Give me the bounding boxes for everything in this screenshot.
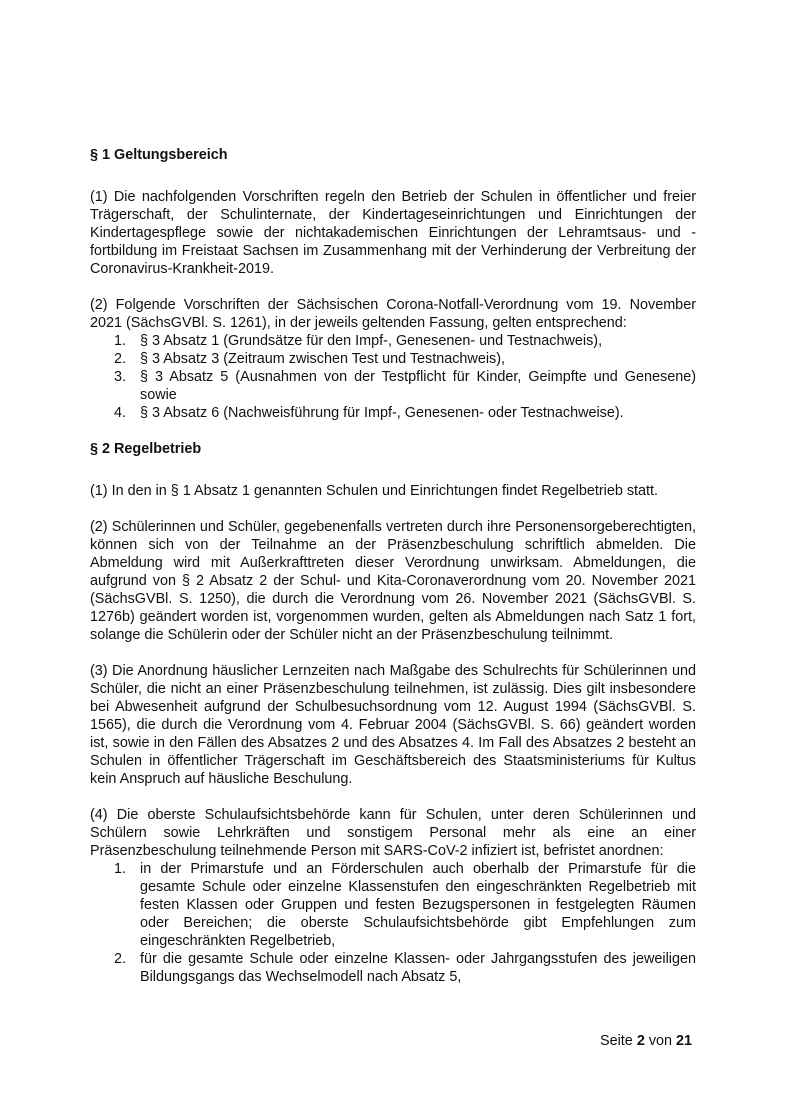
list-item bbox=[90, 368, 696, 404]
list-item-number: 1. bbox=[114, 861, 127, 877]
list-item-text: § 3 Absatz 5 (Ausnahmen von der Testpflicht für Kinder, Geimpfte und Genesene) sowie bbox=[140, 369, 696, 403]
section-2-list bbox=[90, 860, 696, 986]
section-2-heading: § 2 Regelbetrieb bbox=[90, 441, 202, 457]
footer-middle: von bbox=[648, 1033, 673, 1049]
list-item-text: § 3 Absatz 3 (Zeitraum zwischen Test und Testnachweis), bbox=[140, 351, 506, 367]
list-item-text: § 3 Absatz 6 (Nachweisführung für Impf-, Genesenen- oder Testnachweise). bbox=[140, 405, 624, 421]
list-item-text: in der Primarstufe und an Förderschulen auch oberhalb der Primarstufe für die gesamte Schule oder einzelne Klassenstufen den eingeschränkten Regelbetrieb mit festen Klassen oder Gruppen und festen Bezugspersonen in festgelegten Räumen oder Bereichen; die oberste Schulaufsichtsbehörde gibt Empfehlungen zum eingeschränkten Regelbetrieb, bbox=[140, 861, 696, 949]
list-item-text: für die gesamte Schule oder einzelne Klassen- oder Jahrgangsstufen des jeweiligen Bildungsgangs das Wechselmodell nach Absatz 5, bbox=[140, 951, 696, 985]
list-item-number: 2. bbox=[114, 951, 127, 967]
section-2-paragraph-3: (3) Die Anordnung häuslicher Lernzeiten nach Maßgabe des Schulrechts für Schülerinnen und Schüler, die nicht an einer Präsenzbeschulung teilnehmen, ist zulässig. Dies gilt insbesondere bei Abwesenheit aufgrund der Schulbesuchsordnung vom 12. August 1994 (SächsGVBl. S. 1565), die durch die Verordnung vom 4. Februar 2004 (SächsGVBl. S. 66) geändert worden ist, sowie in den Fällen des Absatzes 2 und des Absatzes 4. Im Fall des Absatzes 2 besteht an Schulen in öffentlicher Trägerschaft im Geschäftsbereich des Staatsministeriums für Kultus kein Anspruch auf häusliche Beschulung. bbox=[90, 663, 696, 787]
footer-prefix: Seite bbox=[600, 1033, 633, 1049]
list-item-number: 1. bbox=[114, 333, 127, 349]
list-item bbox=[90, 404, 696, 422]
page-footer bbox=[600, 1033, 692, 1049]
section-1-paragraph-1: (1) Die nachfolgenden Vorschriften regeln den Betrieb der Schulen in öffentlicher und freier Trägerschaft, der Schulinternate, der Kindertageseinrichtungen und Einrichtungen der Kindertagespflege sowie der nichtakademischen Einrichtungen der Lehramtsaus- und -fortbildung im Freistaat Sachsen im Zusammenhang mit der Verhinderung der Verbreitung der Coronavirus-Krankheit-2019. bbox=[90, 189, 696, 277]
list-item bbox=[90, 332, 696, 350]
current-page-number: 2 bbox=[636, 1033, 645, 1049]
section-1-list bbox=[90, 332, 696, 422]
section-1-paragraph-2: (2) Folgende Vorschriften der Sächsischen Corona-Notfall-Verordnung vom 19. November 2021 (SächsGVBl. S. 1261), in der jeweils geltenden Fassung, gelten entsprechend: bbox=[90, 297, 696, 331]
section-2-paragraph-4: (4) Die oberste Schulaufsichtsbehörde kann für Schulen, unter deren Schülerinnen und Schülern sowie Lehrkräften und sonstigem Personal mehr als eine an einer Präsenzbeschulung teilnehmende Person mit SARS-CoV-2 infiziert ist, befristet anordnen: bbox=[90, 807, 696, 859]
section-2-paragraph-1: (1) In den in § 1 Absatz 1 genannten Schulen und Einrichtungen findet Regelbetrieb statt. bbox=[90, 483, 659, 499]
list-item-text: § 3 Absatz 1 (Grundsätze für den Impf-, Genesenen- und Testnachweis), bbox=[140, 333, 603, 349]
list-item-number: 2. bbox=[114, 351, 127, 367]
list-item bbox=[90, 950, 696, 986]
list-item-number: 4. bbox=[114, 405, 127, 421]
list-item bbox=[90, 860, 696, 950]
list-item bbox=[90, 350, 696, 368]
section-1-heading: § 1 Geltungsbereich bbox=[90, 147, 228, 163]
list-item-number: 3. bbox=[114, 369, 127, 385]
document-page bbox=[90, 146, 696, 986]
total-pages: 21 bbox=[676, 1033, 693, 1049]
section-2-paragraph-2: (2) Schülerinnen und Schüler, gegebenenfalls vertreten durch ihre Personensorgeberechtigten, können sich von der Teilnahme an der Präsenzbeschulung schriftlich abmelden. Die Abmeldung wird mit Außerkrafttreten dieser Verordnung unwirksam. Abmeldungen, die aufgrund von § 2 Absatz 2 der Schul- und Kita-Coronaverordnung vom 20. November 2021 (SächsGVBl. S. 1250), die durch die Verordnung vom 26. November 2021 (SächsGVBl. S. 1276b) geändert worden ist, vorgenommen wurden, gelten als Abmeldungen nach Satz 1 fort, solange die Schülerin oder der Schüler nicht an der Präsenzbeschulung teilnimmt. bbox=[90, 519, 696, 643]
